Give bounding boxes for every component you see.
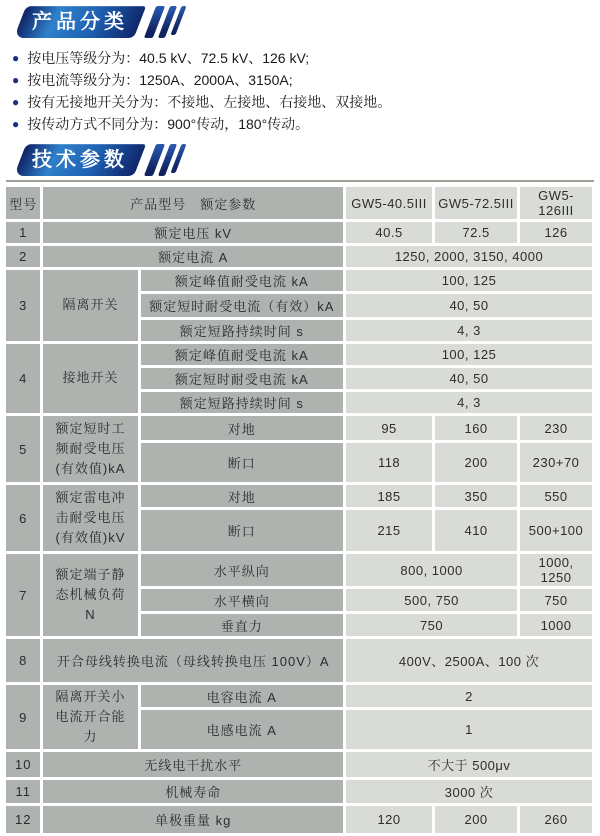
param-label: 断口 (141, 443, 343, 482)
table-row (6, 222, 592, 243)
param-value: 1000 (520, 614, 592, 636)
param-label: 无线电干扰水平 (43, 752, 343, 777)
technical-params-table (3, 184, 595, 836)
header-type-1: GW5-40.5III (346, 187, 432, 219)
param-value: 800, 1000 (346, 554, 517, 586)
list-item (12, 91, 600, 113)
param-value: 不大于 500μv (346, 752, 592, 777)
param-value: 126 (520, 222, 592, 243)
param-value: 4, 3 (346, 320, 592, 341)
param-label: 额定电压 kV (43, 222, 343, 243)
banner-product-category (0, 5, 600, 39)
param-label: 断口 (141, 510, 343, 551)
list-item (12, 113, 600, 135)
header-type-3: GW5-126III (520, 187, 592, 219)
param-value: 500, 750 (346, 589, 517, 611)
table-row (6, 780, 592, 803)
param-label: 水平纵向 (141, 554, 343, 586)
row-number: 10 (6, 752, 40, 777)
param-value: 350 (435, 485, 517, 507)
param-label: 对地 (141, 485, 343, 507)
param-value: 200 (435, 443, 517, 482)
param-value: 750 (520, 589, 592, 611)
row-number: 8 (6, 639, 40, 682)
param-value: 40.5 (346, 222, 432, 243)
banner-title: 产品分类 (32, 11, 128, 33)
param-value: 550 (520, 485, 592, 507)
param-value: 1250, 2000, 3150, 4000 (346, 246, 592, 267)
param-value: 400V、2500A、100 次 (346, 639, 592, 682)
param-value: 100, 125 (346, 344, 592, 365)
row-number: 3 (6, 270, 40, 341)
param-value: 185 (346, 485, 432, 507)
param-label: 额定短路持续时间 s (141, 392, 343, 413)
banner-technical-params (0, 143, 600, 177)
group-label: 额定雷电冲击耐受电压(有效值)kV (43, 485, 137, 551)
param-value: 260 (520, 806, 592, 833)
row-number: 12 (6, 806, 40, 833)
param-label: 电感电流 A (141, 710, 343, 749)
table-row (6, 685, 592, 707)
param-value: 230+70 (520, 443, 592, 482)
table-row (6, 752, 592, 777)
param-label: 开合母线转换电流（母线转换电压 100V）A (43, 639, 343, 682)
row-number: 5 (6, 416, 40, 482)
group-label: 隔离开关小电流开合能力 (43, 685, 137, 749)
table-row (6, 270, 592, 291)
group-label: 隔离开关 (43, 270, 137, 341)
table-row (6, 416, 592, 440)
param-label: 垂直力 (141, 614, 343, 636)
param-value: 40, 50 (346, 294, 592, 317)
param-value: 95 (346, 416, 432, 440)
param-value: 118 (346, 443, 432, 482)
param-value: 40, 50 (346, 368, 592, 389)
row-number: 7 (6, 554, 40, 636)
table-row (6, 806, 592, 833)
param-label: 额定短时耐受电流 kA (141, 368, 343, 389)
table-header-row (6, 187, 592, 219)
banner-title: 技术参数 (32, 149, 128, 171)
param-label: 水平横向 (141, 589, 343, 611)
param-label: 额定峰值耐受电流 kA (141, 270, 343, 291)
bullet-icon: ● (12, 73, 20, 87)
table-row (6, 246, 592, 267)
table-row (6, 485, 592, 507)
bullet-icon: ● (12, 95, 20, 109)
param-value: 2 (346, 685, 592, 707)
param-value: 3000 次 (346, 780, 592, 803)
param-value: 500+100 (520, 510, 592, 551)
list-item (12, 69, 600, 91)
param-label: 机械寿命 (43, 780, 343, 803)
param-value: 4, 3 (346, 392, 592, 413)
param-label: 电容电流 A (141, 685, 343, 707)
row-number: 9 (6, 685, 40, 749)
param-value: 100, 125 (346, 270, 592, 291)
param-label: 单极重量 kg (43, 806, 343, 833)
param-label: 额定短时耐受电流（有效）kA (141, 294, 343, 317)
param-value: 120 (346, 806, 432, 833)
param-value: 200 (435, 806, 517, 833)
row-number: 4 (6, 344, 40, 413)
param-value: 230 (520, 416, 592, 440)
table-row (6, 554, 592, 586)
param-label: 额定电流 A (43, 246, 343, 267)
list-item-text: 按有无接地开关分为：不接地、左接地、右接地、双接地。 (27, 94, 392, 110)
table-row (6, 639, 592, 682)
group-label: 接地开关 (43, 344, 137, 413)
param-value: 410 (435, 510, 517, 551)
row-number: 11 (6, 780, 40, 803)
list-item-text: 按电压等级分为：40.5 kV、72.5 kV、126 kV; (27, 50, 310, 66)
param-value: 1 (346, 710, 592, 749)
param-label: 对地 (141, 416, 343, 440)
list-item-text: 按传动方式不同分为：900°传动，180°传动。 (27, 116, 310, 132)
param-value: 1000, 1250 (520, 554, 592, 586)
param-value: 160 (435, 416, 517, 440)
param-value: 72.5 (435, 222, 517, 243)
list-item (12, 47, 600, 69)
param-value: 750 (346, 614, 517, 636)
bullet-icon: ● (12, 117, 20, 131)
header-type-2: GW5-72.5III (435, 187, 517, 219)
classification-list (12, 45, 600, 135)
row-number: 6 (6, 485, 40, 551)
header-model: 型号 (6, 187, 40, 219)
header-param: 产品型号 额定参数 (43, 187, 343, 219)
row-number: 2 (6, 246, 40, 267)
row-number: 1 (6, 222, 40, 243)
group-label: 额定端子静态机械负荷 N (43, 554, 137, 636)
param-label: 额定短路持续时间 s (141, 320, 343, 341)
group-label: 额定短时工频耐受电压(有效值)kA (43, 416, 137, 482)
table-row (6, 344, 592, 365)
list-item-text: 按电流等级分为：1250A、2000A、3150A; (27, 72, 293, 88)
bullet-icon: ● (12, 51, 20, 65)
param-value: 215 (346, 510, 432, 551)
param-label: 额定峰值耐受电流 kA (141, 344, 343, 365)
table-top-rule (6, 180, 594, 182)
